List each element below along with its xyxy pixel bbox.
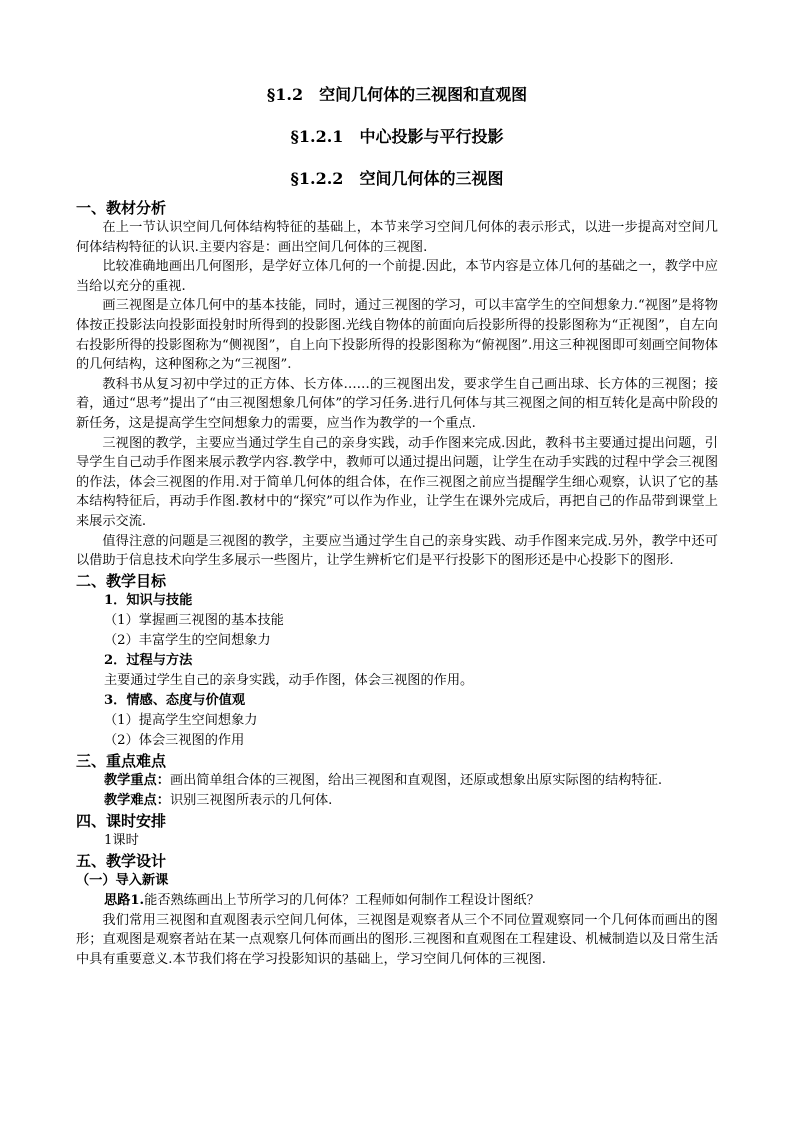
difficulty-text: 识别三视图所表示的几何体. (169, 792, 333, 808)
key-point-label: 教学重点： (104, 772, 170, 788)
list-item: （1）提高学生空间想象力 (104, 712, 258, 728)
subtitle-central-parallel-projection: §1.2.1 中心投影与平行投影 (290, 127, 504, 146)
section-teaching-design-heading: 五、教学设计 (76, 851, 167, 870)
schedule-text: 1课时 (104, 832, 139, 848)
subtitle-three-views: §1.2.2 空间几何体的三视图 (290, 169, 504, 188)
difficulty-label: 教学难点： (104, 792, 170, 808)
paragraph: 在上一节认识空间几何体结构特征的基础上，本节来学习空间几何体的表示形式，以进一步提高对空间几何体结构特征的认识.主要内容是：画出空间几何体的三视图. (76, 220, 718, 255)
section-teaching-goals-heading: 二、教学目标 (76, 571, 167, 590)
section-key-points-heading: 三、重点难点 (76, 751, 167, 770)
document-page (76, 84, 718, 969)
list-item: （2）体会三视图的作用 (104, 732, 245, 748)
idea-label: 思路1. (104, 892, 145, 908)
paragraph: 值得注意的问题是三视图的教学，主要应当通过学生自己的亲身实践、动手作图来完成.另外，教学中还可以借助于信息技术向学生多展示一些图片，让学生辨析它们是平行投影下的图形还是中心投影下的图形. (76, 533, 718, 569)
subheading-introduction: （一）导入新课 (76, 872, 169, 888)
paragraph: 画三视图是立体几何中的基本技能，同时，通过三视图的学习，可以丰富学生的空间想象力.“视图”是将物体按正投影法向投影面投射时所得到的投影图.光线自物体的前面向后投影所得的投影图称为“正视图”，自左向右投影所得的投影图称为“侧视图”，自上向下投影所得的投影图称为“俯视图”.用这三种视图即可刻画空间物体的几何结构，这种图称之为“三视图”. (76, 298, 718, 373)
difficulty-line (76, 791, 718, 811)
paragraph: 教科书从复习初中学过的正方体、长方体……的三视图出发，要求学生自己画出球、长方体的三视图；接着，通过“思考”提出了“由三视图想象几何体”的学习任务.进行几何体与其三视图之间的相互转化是高中阶段的新任务，这是提高学生空间想象力的需要，应当作为教学的一个重点. (76, 376, 718, 431)
subheading-process-method: 2．过程与方法 (104, 652, 193, 668)
key-point-line (76, 771, 718, 791)
page-title: §1.2 空间几何体的三视图和直观图 (266, 85, 528, 104)
paragraph: 比较准确地画出几何图形，是学好立体几何的一个前提.因此，本节内容是立体几何的基础之一，教学中应当给以充分的重视. (76, 259, 718, 294)
idea-text: 能否熟练画出上节所学习的几何体？工程师如何制作工程设计图纸？ (144, 892, 540, 908)
subheading-attitude-values: 3．情感、态度与价值观 (104, 692, 246, 708)
paragraph: 我们常用三视图和直观图表示空间几何体，三视图是观察者从三个不同位置观察同一个几何体而画出的图形；直观图是观察者站在某一点观察几何体而画出的图形.三视图和直观图在工程建设、机械制造以及日常生活中具有重要意义.本节我们将在学习投影知识的基础上，学习空间几何体的三视图. (76, 912, 718, 967)
paragraph: 主要通过学生自己的亲身实践，动手作图，体会三视图的作用。 (104, 672, 474, 688)
list-item: （1）掌握画三视图的基本技能 (104, 612, 284, 628)
idea-line (76, 891, 718, 911)
section-textbook-analysis-heading: 一、教材分析 (76, 199, 167, 217)
paragraph: 三视图的教学，主要应当通过学生自己的亲身实践，动手作图来完成.因此，教科书主要通过提出问题，引导学生自己动手作图来展示教学内容.教学中，教师可以通过提出问题，让学生在动手实践的过程中学会三视图的作法，体会三视图的作用.对于简单几何体的组合体，在作三视图之前应当提醒学生细心观察，认识了它的基本结构特征后，再动手作图.教材中的“探究”可以作为作业，让学生在课外完成后，再把自己的作品带到课堂上来展示交流. (76, 435, 718, 529)
list-item: （2）丰富学生的空间想象力 (104, 632, 271, 648)
subheading-knowledge-skills: 1．知识与技能 (104, 592, 193, 608)
section-schedule-heading: 四、课时安排 (76, 811, 167, 830)
key-point-text: 画出简单组合体的三视图，给出三视图和直观图，还原或想象出原实际图的结构特征. (169, 772, 663, 788)
